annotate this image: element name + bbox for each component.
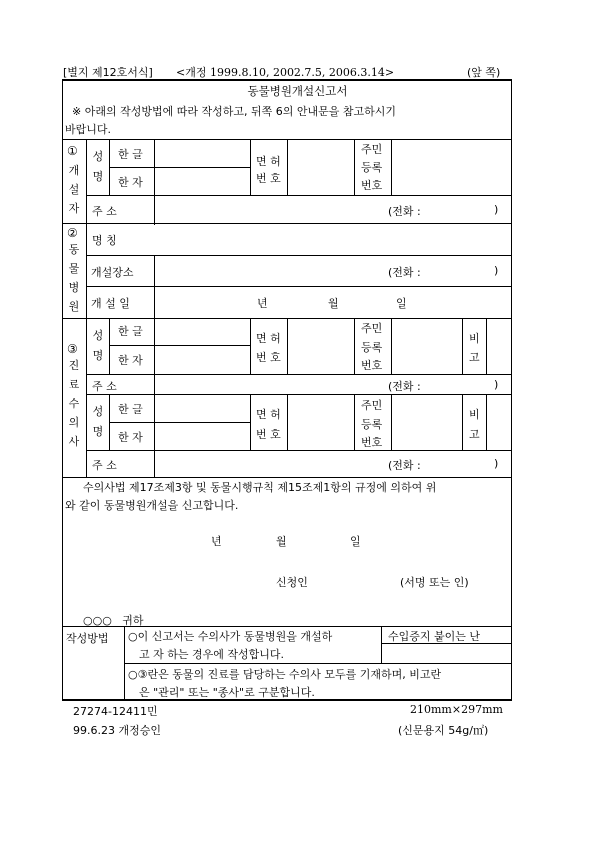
paper-size: 210mm×297mm <box>410 703 503 716</box>
frame-right <box>511 80 512 700</box>
section2-month: 월 <box>328 297 339 310</box>
method-item1-cont: 고 자 하는 경우에 작성합니다. <box>139 648 284 661</box>
section1-license-label-2: 번 호 <box>256 172 281 185</box>
section3-p2-address-label: 주 소 <box>92 459 117 472</box>
section3-p1-remarks-label-2: 고 <box>469 351 480 364</box>
section3-p2-hangul-label: 한 글 <box>118 403 143 416</box>
section3-p1-hanja-label: 한 자 <box>118 354 143 367</box>
section1-number: ① <box>67 144 78 158</box>
section1-rrn-label: 주민 <box>361 143 383 156</box>
section3-p2-remarks-label: 비 <box>469 408 480 421</box>
section3-p2-hanja-label: 한 자 <box>118 431 143 444</box>
revision-note: <개정 1999.8.10, 2002.7.5, 2006.3.14> <box>176 66 395 79</box>
addressee: ○○○ 귀하 <box>83 614 144 627</box>
section3-p2-remarks-label-2: 고 <box>469 428 480 441</box>
section3-p1-remarks-label: 비 <box>469 332 480 345</box>
form-number: [별지 제12호서식] <box>63 66 153 79</box>
date-month: 월 <box>276 535 287 548</box>
method-item2-cont: 은 "관리" 또는 "종사"로 구분합니다. <box>139 686 315 699</box>
section1-label: 개 설 자 <box>68 164 80 215</box>
section3-p2-license-label: 면 허 <box>256 408 281 421</box>
section3-number: ③ <box>67 342 78 356</box>
section3-p2-phone-close: ) <box>494 457 499 470</box>
applicant-label: 신청인 <box>276 576 308 589</box>
paper-type: (신문용지 54g/㎡) <box>398 724 489 737</box>
section2-phone: (전화 : <box>388 266 421 279</box>
section2-number: ② <box>67 226 78 240</box>
stamp-area-label: 수입증지 붙이는 난 <box>388 630 481 643</box>
section3-label: 진 료 수 의 사 <box>68 359 80 448</box>
section1-hanja-label: 한 자 <box>118 176 143 189</box>
approval-note: 99.6.23 개정승인 <box>73 724 161 737</box>
section3-p2-rrn-label: 주민 <box>361 399 383 412</box>
section3-p1-license-label: 면 허 <box>256 332 281 345</box>
declaration-text: 수의사법 제17조제3항 및 동물시행규칙 제15조제1항의 규정에 의하여 위 <box>83 481 437 494</box>
section1-license-label: 면 허 <box>256 155 281 168</box>
method-item1: ○이 신고서는 수의사가 동물병원을 개설하 <box>128 630 333 643</box>
section1-hangul-label: 한 글 <box>118 148 143 161</box>
section3-p2-rrn-label-2: 등록 <box>361 418 383 431</box>
page-side-label: (앞 쪽) <box>467 66 501 79</box>
declaration-text-cont: 와 같이 동물병원개설을 신고합니다. <box>65 499 239 512</box>
section3-p1-license-label-2: 번 호 <box>256 351 281 364</box>
section3-p1-phone: (전화 : <box>388 380 421 393</box>
section1-phone: (전화 : <box>388 205 421 218</box>
instruction-text-cont: 바랍니다. <box>65 123 112 136</box>
method-item2: ○③란은 동물의 진료를 담당하는 수의사 모두를 기재하며, 비고란 <box>128 668 442 681</box>
form-code: 27274-12411민 <box>73 705 158 718</box>
section2-phone-close: ) <box>494 264 499 277</box>
section2-open-date-label: 개 설 일 <box>91 297 130 310</box>
section3-p1-rrn-label: 주민 <box>361 322 383 335</box>
section3-p1-rrn-label-2: 등록 <box>361 341 383 354</box>
frame-left <box>62 80 63 700</box>
section1-phone-close: ) <box>494 203 499 216</box>
form-title: 동물병원개설신고서 <box>247 84 348 98</box>
section3-p1-address-label: 주 소 <box>92 380 117 393</box>
section3-p1-hangul-label: 한 글 <box>118 325 143 338</box>
section3-p2-name-label: 성명 <box>92 405 104 438</box>
section3-p2-license-label-2: 번 호 <box>256 428 281 441</box>
section1-address-label: 주 소 <box>92 205 117 218</box>
section3-p1-name-label: 성명 <box>92 329 104 362</box>
section2-day: 일 <box>396 297 407 310</box>
signature-label: (서명 또는 인) <box>400 576 469 589</box>
section2-name-label: 명 칭 <box>92 234 117 247</box>
section3-p1-rrn-label-3: 번호 <box>361 359 383 372</box>
date-year: 년 <box>211 535 222 548</box>
section2-year: 년 <box>257 297 268 310</box>
section2-location-label: 개설장소 <box>91 266 134 279</box>
section3-p2-rrn-label-3: 번호 <box>361 436 383 449</box>
section1-rrn-label-3: 번호 <box>361 179 383 192</box>
section3-p2-phone: (전화 : <box>388 459 421 472</box>
section1-rrn-label-2: 등록 <box>361 161 383 174</box>
date-day: 일 <box>350 535 361 548</box>
section2-label: 동 물 병 원 <box>68 243 80 313</box>
instruction-text: ※ 아래의 작성방법에 따라 작성하고, 뒤쪽 6의 안내문을 참고하시기 <box>72 105 396 118</box>
section1-name-label: 성명 <box>92 150 104 183</box>
method-label: 작성방법 <box>66 632 109 645</box>
section3-p1-phone-close: ) <box>494 378 499 391</box>
frame-top <box>62 79 512 81</box>
